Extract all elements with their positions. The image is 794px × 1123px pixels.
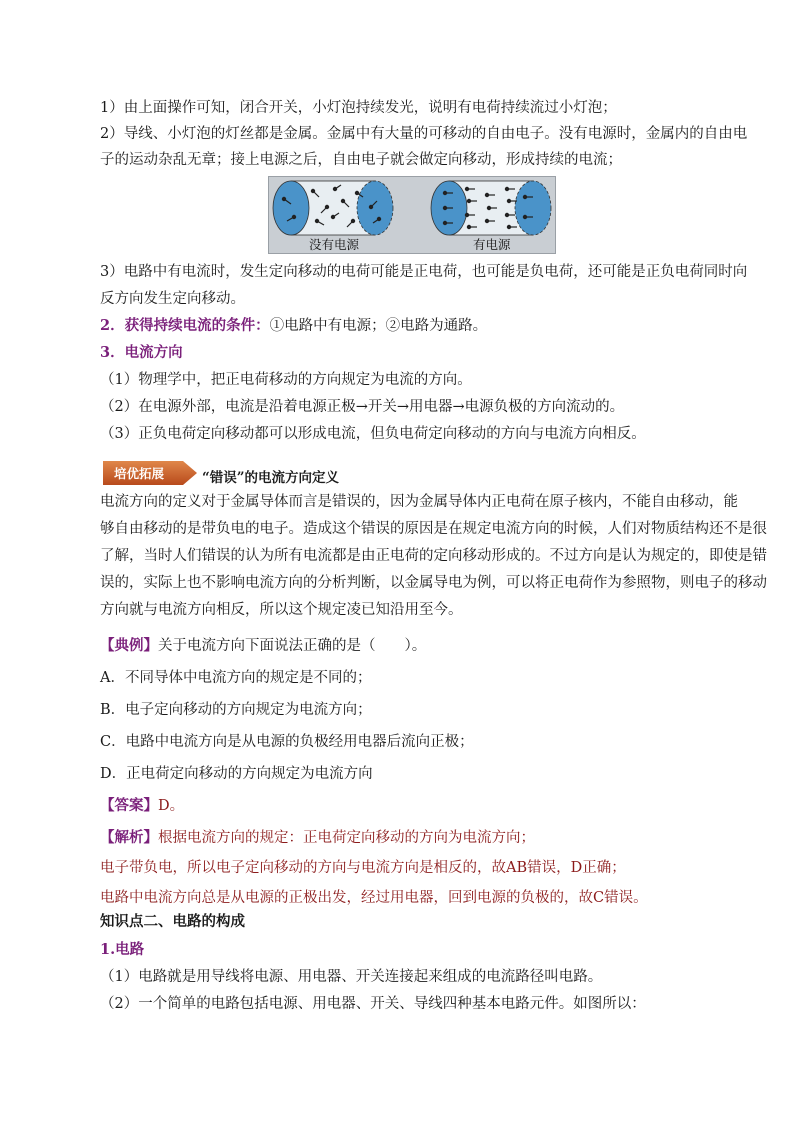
extension-line-1: 电流方向的定义对于金属导体而言是错误的，因为金属导体内正电荷在原子核内，不能自由移动，能 <box>100 494 738 510</box>
figure-label-with-power: 有电源 <box>473 237 511 252</box>
direction-item-2: （2）在电源外部，电流是沿着电源正极→开关→用电器→电源负极的方向流动的。 <box>100 399 625 415</box>
example-question: 关于电流方向下面说法正确的是（ ）。 <box>158 638 427 654</box>
answer-text: D。 <box>158 798 185 814</box>
direction-heading: 3．电流方向 <box>100 344 183 361</box>
analysis-line-2: 电子带负电，所以电子定向移动的方向与电流方向是相反的，故AB错误，D正确； <box>100 860 626 876</box>
extension-line-5: 方向就与电流方向相反，所以这个规定凌已知沿用至今。 <box>100 602 463 618</box>
extension-line-3: 了解，当时人们错误的认为所有电流都是由正电荷的定向移动形成的。不过方向是认为规定的，即使是错 <box>100 548 767 564</box>
extension-line-4: 误的，实际上也不影响电流方向的分析判断，以金属导电为例，可以将正电荷作为参照物，则电子的移动 <box>100 575 767 591</box>
cylinder-with-power <box>431 181 551 235</box>
condition-line <box>100 316 700 336</box>
option-c: C．电路中电流方向是从电源的负极经用电器后流向正极； <box>100 734 474 750</box>
section-2-item-2: （2）一个简单的电路包括电源、用电器、开关、导线四种基本电路元件。如图所以： <box>100 996 646 1012</box>
analysis-line-3: 电路中电流方向总是从电源的正极出发，经过用电器，回到电源的负极的，故C错误。 <box>100 890 648 906</box>
option-b: B．电子定向移动的方向规定为电流方向； <box>100 702 372 718</box>
paragraph-3-line-1: 3）电路中有电流时，发生定向移动的电荷可能是正电荷，也可能是负电荷，还可能是正负电荷同时向 <box>100 264 748 280</box>
section-2-heading: 知识点二、电路的构成 <box>100 913 245 930</box>
analysis-text-1: 根据电流方向的规定：正电荷定向移动的方向为电流方向； <box>158 830 535 846</box>
answer-line <box>100 796 700 816</box>
paragraph-2-line-2: 子的运动杂乱无章；接上电源之后，自由电子就会做定向移动，形成持续的电流； <box>100 152 622 168</box>
paragraph-3-line-2: 反方向发生定向移动。 <box>100 291 245 307</box>
answer-tag: 【答案】 <box>100 797 158 814</box>
extension-badge-label: 培优拓展 <box>114 466 165 481</box>
example-question-line <box>100 636 700 656</box>
section-2-item-1: （1）电路就是用导线将电源、用电器、开关连接起来组成的电流路径叫电路。 <box>100 969 603 985</box>
paragraph-2-line-1: 2）导线、小灯泡的灯丝都是金属。金属中有大量的可移动的自由电子。没有电源时，金属内的自由电 <box>100 126 748 142</box>
condition-text: ①电路中有电源；②电路为通路。 <box>269 318 488 334</box>
extension-line-2: 够自由移动的是带负电的电子。造成这个错误的原因是在规定电流方向的时候，人们对物质结构还不是很 <box>100 521 767 537</box>
example-tag: 【典例】 <box>100 637 158 654</box>
figure-label-no-power: 没有电源 <box>309 237 360 252</box>
direction-item-3: （3）正负电荷定向移动都可以形成电流，但负电荷定向移动的方向与电流方向相反。 <box>100 426 646 442</box>
option-a: A．不同导体中电流方向的规定是不同的； <box>100 670 372 686</box>
direction-item-1: （1）物理学中，把正电荷移动的方向规定为电流的方向。 <box>100 372 472 388</box>
paragraph-1: 1）由上面操作可知，闭合开关，小灯泡持续发光，说明有电荷持续流过小灯泡； <box>100 100 617 116</box>
section-2-subheading: 1.电路 <box>100 941 145 958</box>
extension-title: “错误”的电流方向定义 <box>202 470 340 486</box>
option-d: D．正电荷定向移动的方向规定为电流方向 <box>100 766 373 782</box>
analysis-tag: 【解析】 <box>100 829 158 846</box>
cylinder-no-power <box>273 181 393 235</box>
analysis-line-1 <box>100 828 700 848</box>
condition-heading: 2．获得持续电流的条件： <box>100 317 270 334</box>
electron-motion-figure <box>268 176 556 254</box>
